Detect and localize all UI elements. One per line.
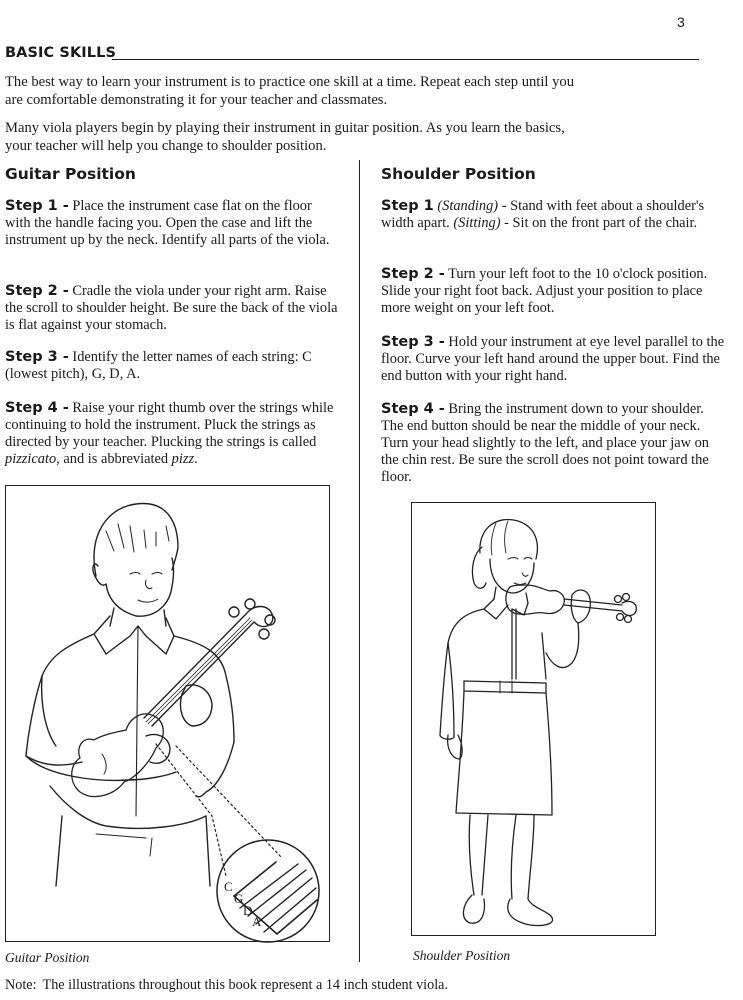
section-heading: BASIC SKILLS: [5, 45, 116, 61]
boy-collar: [94, 616, 174, 654]
girl-skirt: [456, 691, 552, 815]
step-label: Step 2 -: [381, 266, 445, 282]
step-label: Step 4 -: [381, 401, 445, 417]
viola-scroll: [622, 601, 636, 615]
girl-legs: [469, 815, 534, 899]
boy-face: [93, 558, 174, 616]
string-label-d: D: [243, 903, 253, 918]
girl-shoe: [463, 895, 484, 923]
girl-hair: [480, 519, 538, 559]
term-pizzicato: pizzicato: [5, 451, 57, 467]
callout-line: [176, 746, 282, 858]
step-label: Step 2 -: [5, 283, 69, 299]
guitar-position-title: Guitar Position: [5, 165, 136, 183]
step-text: - Sit on the front part of the chair.: [500, 215, 698, 231]
step-text: Hold your instrument at eye level parallel to the floor. Curve your left hand around the upper bout. Find the end button with your right hand.: [381, 334, 725, 384]
step-text: Cradle the viola under your right arm. Raise the scroll to shoulder height. Be sure the back of the viola is flat against your stomach.: [5, 283, 338, 333]
guitar-step-1: [5, 198, 340, 249]
footnote: [5, 977, 448, 994]
shoulder-step-4: [381, 401, 726, 486]
guitar-step-4: [5, 400, 340, 468]
step-label: Step 3 -: [5, 349, 69, 365]
boy-shirt: [26, 634, 234, 765]
guitar-step-3: [5, 349, 340, 383]
viola-body: [72, 714, 164, 797]
step-text: Place the instrument case flat on the floor with the handle facing you. Open the case and lift the instrument up by the neck. Identify all parts of the viola.: [5, 198, 330, 248]
step-label: Step 3 -: [381, 334, 445, 350]
boy-hand: [180, 685, 212, 726]
page-number: 3: [677, 14, 685, 30]
guitar-step-2: [5, 283, 340, 334]
string-label-c: C: [224, 879, 233, 894]
intro-paragraph: The best way to learn your instrument is to practice one skill at a time. Repeat each step until you are comfortable demonstrating it for your teacher and classmates.: [5, 74, 574, 108]
note-label: Note:: [5, 977, 37, 993]
shoulder-figure-caption: Shoulder Position: [413, 948, 511, 963]
step-text: Raise your right thumb over the strings while continuing to hold the instrument. Pluck the strings as directed by your teacher. Plucking the strings is called: [5, 400, 334, 450]
column-divider: [359, 160, 360, 962]
shoulder-step-1: [381, 198, 726, 232]
viola-neck: [564, 599, 622, 611]
shoulder-step-3: [381, 334, 726, 385]
step-text: , and is abbreviated: [56, 451, 172, 467]
callout-line: [156, 744, 226, 876]
shoulder-step-2: [381, 266, 726, 317]
string-label-a: A: [252, 914, 262, 929]
step-text: .: [194, 451, 198, 467]
boy-hair: [94, 504, 178, 576]
step-text: Turn your left foot to the 10 o'clock position. Slide your right foot back. Adjust your position to place more weight on your left foot.: [381, 266, 708, 316]
step-text: - Stand with feet about a shoulder's width apart.: [381, 198, 705, 231]
mode-sitting: (Sitting): [453, 215, 501, 231]
step-text: Identify the letter names of each string: C (lowest pitch), G, D, A.: [5, 349, 312, 382]
step-label: Step 1: [381, 198, 434, 214]
term-pizz: pizz: [171, 451, 195, 467]
girl-blouse: [440, 609, 546, 735]
girl-shoe: [508, 899, 553, 926]
shoulder-position-title: Shoulder Position: [381, 165, 536, 183]
note-text: The illustrations throughout this book represent a 14 inch student viola.: [42, 977, 448, 993]
section-heading-rule: [112, 59, 699, 60]
shoulder-position-illustration: [411, 502, 656, 936]
step-label: Step 4 -: [5, 400, 69, 416]
step-label: Step 1 -: [5, 198, 69, 214]
string-label-g: G: [234, 891, 244, 906]
guitar-position-illustration: [5, 485, 330, 942]
step-text: Bring the instrument down to your shoulder. The end button should be near the middle of your neck. Turn your head slightly to the left, and place your jaw on the chin rest. Be sure the scroll does not point toward the floor.: [381, 401, 709, 485]
girl-belt: [464, 681, 546, 693]
intro-paragraph: Many viola players begin by playing their instrument in guitar position. As you learn the basics, your teacher will help you change to shoulder position.: [5, 120, 565, 154]
guitar-figure-caption: Guitar Position: [5, 950, 90, 965]
mode-standing: (Standing): [437, 198, 499, 214]
